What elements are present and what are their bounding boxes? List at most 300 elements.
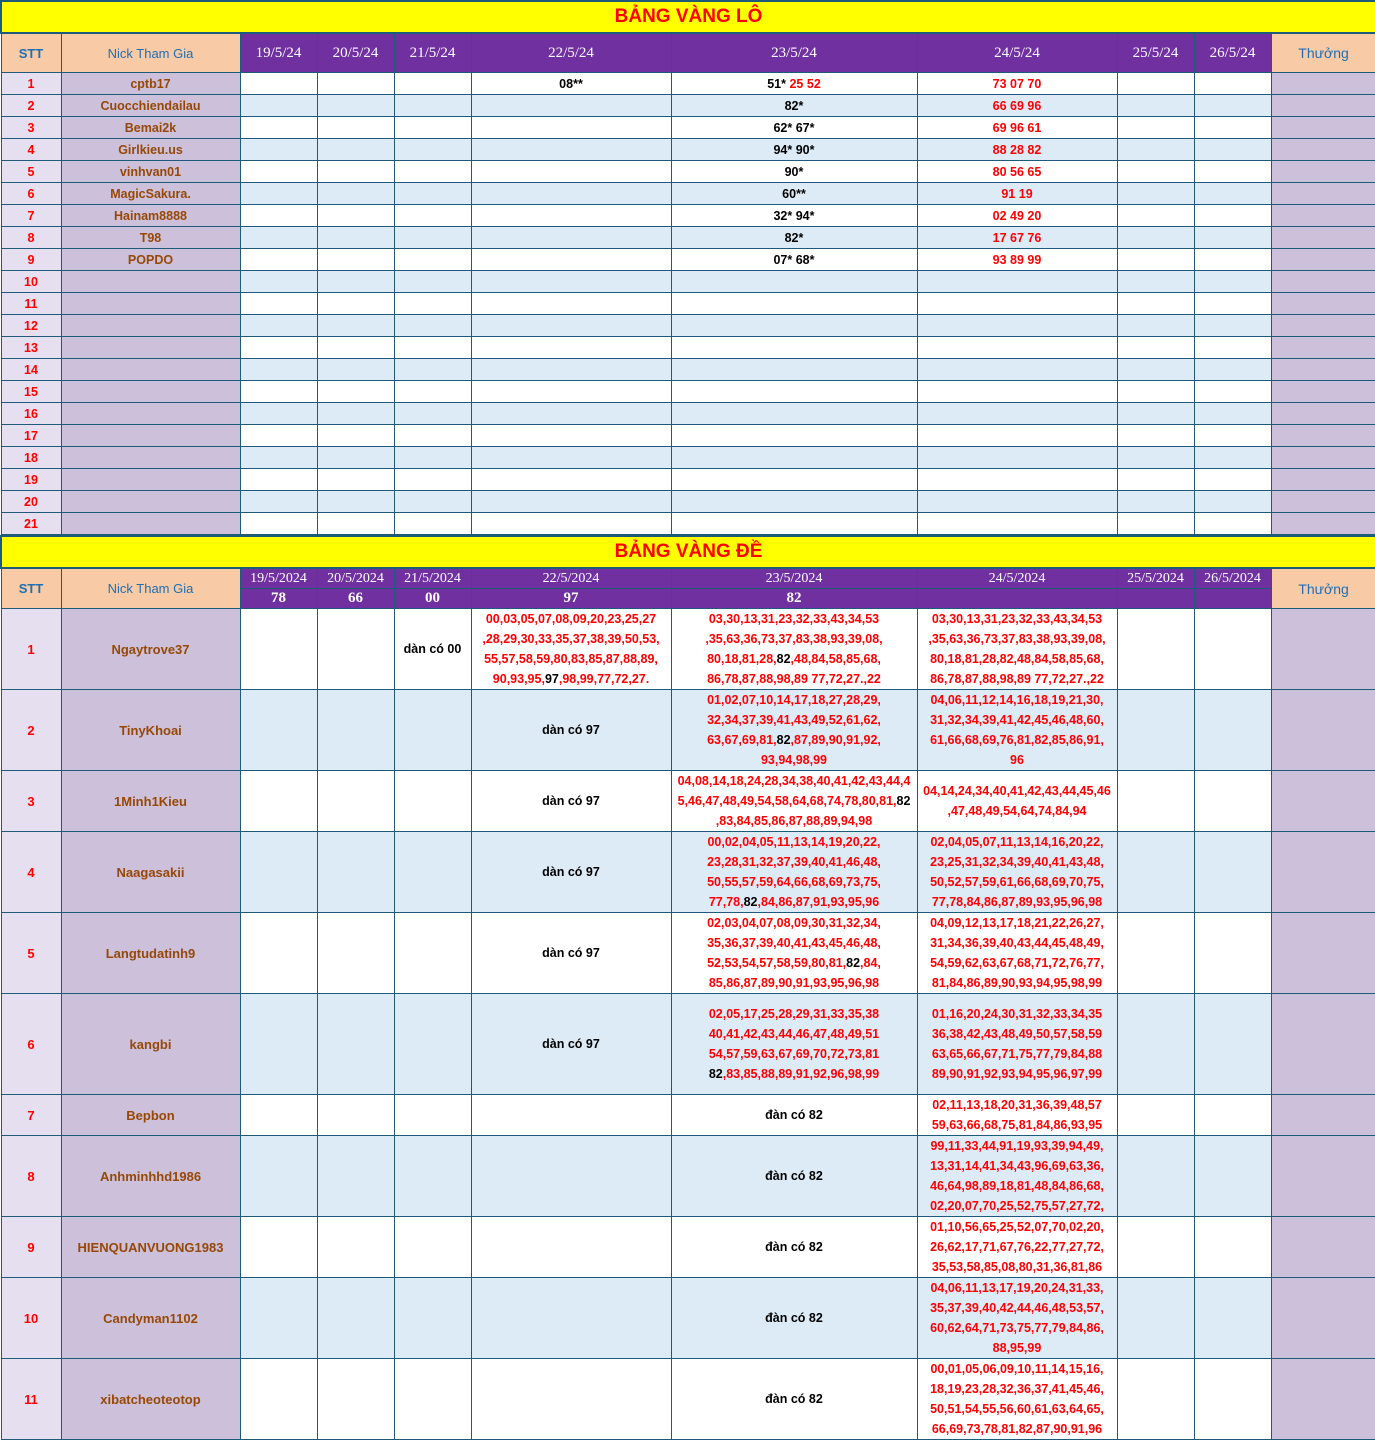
empty-cell (240, 425, 317, 447)
empty-cell (1194, 447, 1271, 469)
row-thuong (1271, 249, 1375, 271)
bang-vang-de-table (0, 535, 1375, 1440)
cell-23 (671, 994, 917, 1095)
row-stt: 8 (1, 227, 61, 249)
cell-23-black: 82* (784, 98, 804, 113)
cell-22 (471, 403, 671, 425)
empty-cell (1117, 609, 1194, 690)
lo-header-date: 22/5/24 (471, 33, 671, 73)
cell-24 (917, 469, 1117, 491)
row-nick (61, 447, 240, 469)
cell-23 (671, 771, 917, 832)
row-stt: 18 (1, 447, 61, 469)
empty-cell (1194, 227, 1271, 249)
empty-cell (1194, 249, 1271, 271)
cell-23 (671, 139, 917, 161)
empty-cell (1194, 381, 1271, 403)
empty-cell (1194, 1278, 1271, 1359)
highlight-number: 82 (776, 652, 791, 666)
cell-22-note: dàn có 97 (471, 994, 671, 1095)
cell-23-note: đàn có 82 (671, 1278, 917, 1359)
cell-23 (671, 271, 917, 293)
empty-cell (394, 359, 471, 381)
table-row (1, 403, 1375, 425)
empty-cell (1117, 491, 1194, 513)
highlight-number: 82 (776, 733, 791, 747)
table-row (1, 1136, 1375, 1217)
empty-cell (1117, 73, 1194, 95)
de-header-stt: STT (1, 568, 61, 609)
empty-cell (240, 359, 317, 381)
empty-cell (394, 293, 471, 315)
de-result: 82 (671, 589, 917, 609)
row-stt: 14 (1, 359, 61, 381)
row-thuong (1271, 403, 1375, 425)
table-row (1, 293, 1375, 315)
empty-cell (317, 139, 394, 161)
empty-cell (1117, 513, 1194, 535)
table-row (1, 359, 1375, 381)
cell-22 (471, 447, 671, 469)
empty-cell (240, 337, 317, 359)
empty-cell (1117, 359, 1194, 381)
cell-21 (394, 1278, 471, 1359)
table-row (1, 491, 1375, 513)
cell-22 (471, 337, 671, 359)
cell-22 (471, 1095, 671, 1136)
cell-24 (917, 403, 1117, 425)
empty-cell (1194, 161, 1271, 183)
empty-cell (240, 139, 317, 161)
row-thuong (1271, 381, 1375, 403)
number-text: 03,30,13,31,23,32,33,43,34,53 ,35,63,36,73,37,83,38,93,39,08, 80,18,81,28, (705, 612, 883, 666)
row-thuong (1271, 359, 1375, 381)
row-thuong (1271, 315, 1375, 337)
de-header-date: 23/5/2024 (671, 568, 917, 589)
number-text: ,98,99,77,72,27. (558, 672, 650, 686)
empty-cell (240, 183, 317, 205)
cell-21 (394, 1359, 471, 1440)
empty-cell (1117, 95, 1194, 117)
row-stt: 9 (1, 249, 61, 271)
cell-22 (471, 425, 671, 447)
cell-23-black: 51* (767, 76, 790, 91)
empty-cell (1194, 403, 1271, 425)
row-thuong (1271, 771, 1375, 832)
table-row (1, 315, 1375, 337)
table-row (1, 271, 1375, 293)
table-row (1, 1278, 1375, 1359)
row-thuong (1271, 994, 1375, 1095)
row-thuong (1271, 513, 1375, 535)
empty-cell (1194, 771, 1271, 832)
empty-cell (1117, 337, 1194, 359)
de-result (1117, 589, 1194, 609)
row-stt: 11 (1, 293, 61, 315)
empty-cell (317, 469, 394, 491)
empty-cell (317, 1278, 394, 1359)
row-stt: 6 (1, 183, 61, 205)
row-nick: Bemai2k (61, 117, 240, 139)
empty-cell (394, 447, 471, 469)
empty-cell (1194, 469, 1271, 491)
row-nick: POPDO (61, 249, 240, 271)
empty-cell (394, 271, 471, 293)
de-header-thuong: Thưởng (1271, 568, 1375, 609)
cell-22 (471, 95, 671, 117)
empty-cell (1117, 227, 1194, 249)
cell-22 (471, 315, 671, 337)
empty-cell (1117, 1278, 1194, 1359)
cell-23-black: 32* 94* (773, 208, 815, 223)
empty-cell (240, 913, 317, 994)
row-thuong (1271, 139, 1375, 161)
empty-cell (1194, 491, 1271, 513)
empty-cell (1117, 913, 1194, 994)
cell-22 (471, 469, 671, 491)
empty-cell (1117, 469, 1194, 491)
cell-21 (394, 771, 471, 832)
cell-24 (917, 513, 1117, 535)
empty-cell (317, 771, 394, 832)
empty-cell (317, 117, 394, 139)
empty-cell (1194, 337, 1271, 359)
table-row (1, 161, 1375, 183)
empty-cell (317, 183, 394, 205)
row-thuong (1271, 73, 1375, 95)
cell-23-note: đàn có 82 (671, 1095, 917, 1136)
empty-cell (240, 381, 317, 403)
cell-24: 69 96 61 (917, 117, 1117, 139)
empty-cell (1194, 609, 1271, 690)
empty-cell (1117, 161, 1194, 183)
cell-23 (671, 425, 917, 447)
cell-23-black: 60** (782, 186, 806, 201)
table-row (1, 337, 1375, 359)
table-row (1, 1359, 1375, 1440)
row-stt: 2 (1, 95, 61, 117)
number-text: 02,05,17,25,28,29,31,33,35,38 40,41,42,43,44,46,47,48,49,51 54,57,59,63,67,69,70,72,73,81 (708, 1007, 880, 1061)
cell-21 (394, 994, 471, 1095)
number-text: ,48,84,58,85,68, 86,78,87,88,98,89 77,72,27.,22 (707, 652, 881, 686)
cell-22-note: dàn có 97 (471, 771, 671, 832)
cell-23 (671, 832, 917, 913)
cell-23-note: đàn có 82 (671, 1217, 917, 1278)
empty-cell (240, 205, 317, 227)
row-stt: 3 (1, 771, 61, 832)
cell-24: 93 89 99 (917, 249, 1117, 271)
table-row (1, 205, 1375, 227)
empty-cell (1194, 95, 1271, 117)
cell-22 (471, 205, 671, 227)
cell-23 (671, 513, 917, 535)
table-row (1, 469, 1375, 491)
cell-23 (671, 161, 917, 183)
cell-23 (671, 609, 917, 690)
empty-cell (317, 293, 394, 315)
empty-cell (317, 491, 394, 513)
empty-cell (240, 315, 317, 337)
row-stt: 4 (1, 832, 61, 913)
empty-cell (240, 403, 317, 425)
row-nick: MagicSakura. (61, 183, 240, 205)
table-row (1, 227, 1375, 249)
lo-title: BẢNG VÀNG LÔ (1, 1, 1375, 33)
cell-22: 08** (471, 73, 671, 95)
cell-22 (471, 381, 671, 403)
cell-22 (471, 271, 671, 293)
cell-24: 02 49 20 (917, 205, 1117, 227)
row-thuong (1271, 293, 1375, 315)
row-nick (61, 469, 240, 491)
row-nick: HIENQUANVUONG1983 (61, 1217, 240, 1278)
empty-cell (317, 95, 394, 117)
cell-23 (671, 690, 917, 771)
empty-cell (317, 161, 394, 183)
cell-23 (671, 491, 917, 513)
empty-cell (394, 249, 471, 271)
row-nick (61, 491, 240, 513)
de-header-date: 22/5/2024 (471, 568, 671, 589)
table-row (1, 994, 1375, 1095)
empty-cell (1194, 690, 1271, 771)
empty-cell (1194, 1217, 1271, 1278)
number-text: ,84,86,87,91,93,95,96 (757, 895, 880, 909)
bang-vang-lo-table (0, 0, 1375, 535)
empty-cell (1117, 832, 1194, 913)
empty-cell (394, 381, 471, 403)
number-text: ,83,84,85,86,87,88,89,94,98 (715, 814, 873, 828)
cell-23-note: đàn có 82 (671, 1136, 917, 1217)
empty-cell (240, 161, 317, 183)
cell-24: 02,11,13,18,20,31,36,39,48,57 59,63,66,68,75,81,84,86,93,95 (917, 1095, 1117, 1136)
cell-22 (471, 1359, 671, 1440)
row-nick: Naagasakii (61, 832, 240, 913)
table-row (1, 381, 1375, 403)
row-stt: 10 (1, 1278, 61, 1359)
empty-cell (317, 1136, 394, 1217)
cell-24 (917, 337, 1117, 359)
cell-23-note: đàn có 82 (671, 1359, 917, 1440)
cell-21 (394, 1095, 471, 1136)
empty-cell (317, 337, 394, 359)
cell-21 (394, 1136, 471, 1217)
row-stt: 5 (1, 913, 61, 994)
row-stt: 12 (1, 315, 61, 337)
row-thuong (1271, 1095, 1375, 1136)
row-thuong (1271, 183, 1375, 205)
row-nick: Ngaytrove37 (61, 609, 240, 690)
cell-22 (471, 227, 671, 249)
empty-cell (1117, 293, 1194, 315)
cell-22-note: dàn có 97 (471, 913, 671, 994)
row-stt: 7 (1, 205, 61, 227)
empty-cell (317, 359, 394, 381)
empty-cell (1194, 513, 1271, 535)
cell-24: 66 69 96 (917, 95, 1117, 117)
cell-24: 04,06,11,12,14,16,18,19,21,30, 31,32,34,39,41,42,45,46,48,60, 61,66,68,69,76,81,82,85,86,91, 96 (917, 690, 1117, 771)
cell-24: 80 56 65 (917, 161, 1117, 183)
row-thuong (1271, 447, 1375, 469)
empty-cell (1194, 1136, 1271, 1217)
cell-23 (671, 381, 917, 403)
empty-cell (1117, 315, 1194, 337)
empty-cell (1117, 771, 1194, 832)
cell-24 (917, 381, 1117, 403)
row-nick: Anhminhhd1986 (61, 1136, 240, 1217)
cell-21 (394, 690, 471, 771)
empty-cell (1194, 832, 1271, 913)
empty-cell (317, 609, 394, 690)
empty-cell (394, 337, 471, 359)
row-thuong (1271, 95, 1375, 117)
cell-24: 91 19 (917, 183, 1117, 205)
cell-23 (671, 117, 917, 139)
row-thuong (1271, 227, 1375, 249)
row-thuong (1271, 205, 1375, 227)
cell-24: 03,30,13,31,23,32,33,43,34,53 ,35,63,36,73,37,83,38,93,39,08, 80,18,81,28,82,48,84,58,85,68, 86,78,87,88,98,89 77,72,27.,22 (917, 609, 1117, 690)
empty-cell (240, 609, 317, 690)
lo-header-date: 23/5/24 (671, 33, 917, 73)
empty-cell (1194, 293, 1271, 315)
cell-22 (471, 1278, 671, 1359)
row-stt: 2 (1, 690, 61, 771)
empty-cell (1194, 1359, 1271, 1440)
empty-cell (1117, 1217, 1194, 1278)
de-result (1194, 589, 1271, 609)
row-thuong (1271, 271, 1375, 293)
number-text: ,84, 85,86,87,89,90,91,93,95,96,98 (708, 956, 881, 990)
lo-header-thuong: Thưởng (1271, 33, 1375, 73)
empty-cell (317, 403, 394, 425)
number-text: 01,02,07,10,14,17,18,27,28,29, 32,34,37,39,41,43,49,52,61,62, 63,67,69,81, (707, 693, 881, 747)
lo-header-date: 20/5/24 (317, 33, 394, 73)
table-row (1, 117, 1375, 139)
cell-24: 01,16,20,24,30,31,32,33,34,35 36,38,42,43,48,49,50,57,58,59 63,65,66,67,71,75,77,79,84,88 89,90,91,92,93,94,95,96,97,99 (917, 994, 1117, 1095)
row-thuong (1271, 425, 1375, 447)
table-row (1, 1095, 1375, 1136)
row-nick: Bepbon (61, 1095, 240, 1136)
empty-cell (1194, 117, 1271, 139)
empty-cell (394, 95, 471, 117)
cell-24: 73 07 70 (917, 73, 1117, 95)
highlight-number: 82 (846, 956, 861, 970)
cell-22 (471, 249, 671, 271)
empty-cell (1117, 447, 1194, 469)
empty-cell (240, 690, 317, 771)
cell-23-black: 90* (784, 164, 804, 179)
cell-23-red: 25 52 (789, 76, 821, 91)
cell-22 (471, 293, 671, 315)
empty-cell (1194, 425, 1271, 447)
row-nick (61, 293, 240, 315)
empty-cell (317, 249, 394, 271)
de-header-date: 26/5/2024 (1194, 568, 1271, 589)
cell-23 (671, 315, 917, 337)
empty-cell (1194, 359, 1271, 381)
row-thuong (1271, 1217, 1375, 1278)
row-thuong (1271, 832, 1375, 913)
cell-24: 17 67 76 (917, 227, 1117, 249)
lo-header-date: 26/5/24 (1194, 33, 1271, 73)
empty-cell (1117, 1136, 1194, 1217)
cell-24: 01,10,56,65,25,52,07,70,02,20, 26,62,17,71,67,76,22,77,27,72, 35,53,58,85,08,80,31,36,81,86 (917, 1217, 1117, 1278)
lo-header-date: 24/5/24 (917, 33, 1117, 73)
row-nick: Cuocchiendailau (61, 95, 240, 117)
empty-cell (317, 425, 394, 447)
empty-cell (1117, 690, 1194, 771)
row-stt: 21 (1, 513, 61, 535)
cell-21: dàn có 00 (394, 609, 471, 690)
empty-cell (240, 469, 317, 491)
cell-24 (917, 271, 1117, 293)
empty-cell (1194, 205, 1271, 227)
empty-cell (240, 1278, 317, 1359)
cell-23 (671, 183, 917, 205)
number-text: 00,03,05,07,08,09,20,23,25,27 ,28,29,30,33,35,37,38,39,50,53, 55,57,58,59,80,83,85,87,88,89, 90,93,95, (482, 612, 660, 686)
empty-cell (1194, 913, 1271, 994)
row-thuong (1271, 337, 1375, 359)
row-stt: 5 (1, 161, 61, 183)
de-title: BẢNG VÀNG ĐỀ (1, 536, 1375, 568)
empty-cell (240, 1136, 317, 1217)
cell-24 (917, 491, 1117, 513)
de-result: 00 (394, 589, 471, 609)
cell-24: 99,11,33,44,91,19,93,39,94,49, 13,31,14,41,34,43,96,69,63,36, 46,64,98,89,18,81,48,84,86,68, 02,20,07,70,25,52,75,57,27,72, (917, 1136, 1117, 1217)
cell-24: 02,04,05,07,11,13,14,16,20,22, 23,25,31,32,34,39,40,41,43,48, 50,52,57,59,61,66,68,69,70,75, 77,78,84,86,87,89,93,95,96,98 (917, 832, 1117, 913)
row-stt: 17 (1, 425, 61, 447)
cell-24: 00,01,05,06,09,10,11,14,15,16, 18,19,23,28,32,36,37,41,45,46, 50,51,54,55,56,60,61,63,64,65, 66,69,73,78,81,82,87,90,91,96 (917, 1359, 1117, 1440)
row-stt: 15 (1, 381, 61, 403)
cell-22 (471, 161, 671, 183)
empty-cell (1117, 139, 1194, 161)
de-result: 97 (471, 589, 671, 609)
empty-cell (240, 447, 317, 469)
empty-cell (394, 139, 471, 161)
lo-header-stt: STT (1, 33, 61, 73)
empty-cell (317, 832, 394, 913)
empty-cell (317, 73, 394, 95)
cell-22-note: dàn có 97 (471, 690, 671, 771)
cell-22 (471, 1136, 671, 1217)
row-nick (61, 359, 240, 381)
lo-header-date: 21/5/24 (394, 33, 471, 73)
highlight-number: 82 (896, 794, 911, 808)
cell-24: 04,06,11,13,17,19,20,24,31,33, 35,37,39,40,42,44,46,48,53,57, 60,62,64,71,73,75,77,79,84,86, 88,95,99 (917, 1278, 1117, 1359)
empty-cell (394, 491, 471, 513)
cell-21 (394, 913, 471, 994)
number-text: 04,08,14,18,24,28,34,38,40,41,42,43,44,4 5,46,47,48,49,54,58,64,68,74,78,80,81, (677, 774, 911, 808)
row-thuong (1271, 491, 1375, 513)
table-row (1, 771, 1375, 832)
cell-22 (471, 117, 671, 139)
row-thuong (1271, 1136, 1375, 1217)
empty-cell (240, 117, 317, 139)
number-text: ,83,85,88,89,91,92,96,98,99 (722, 1067, 880, 1081)
table-row (1, 73, 1375, 95)
row-stt: 3 (1, 117, 61, 139)
row-thuong (1271, 1278, 1375, 1359)
empty-cell (240, 513, 317, 535)
cell-23 (671, 205, 917, 227)
empty-cell (240, 249, 317, 271)
row-nick: vinhvan01 (61, 161, 240, 183)
cell-22 (471, 139, 671, 161)
cell-24 (917, 315, 1117, 337)
empty-cell (394, 117, 471, 139)
lo-header-date: 19/5/24 (240, 33, 317, 73)
empty-cell (240, 491, 317, 513)
